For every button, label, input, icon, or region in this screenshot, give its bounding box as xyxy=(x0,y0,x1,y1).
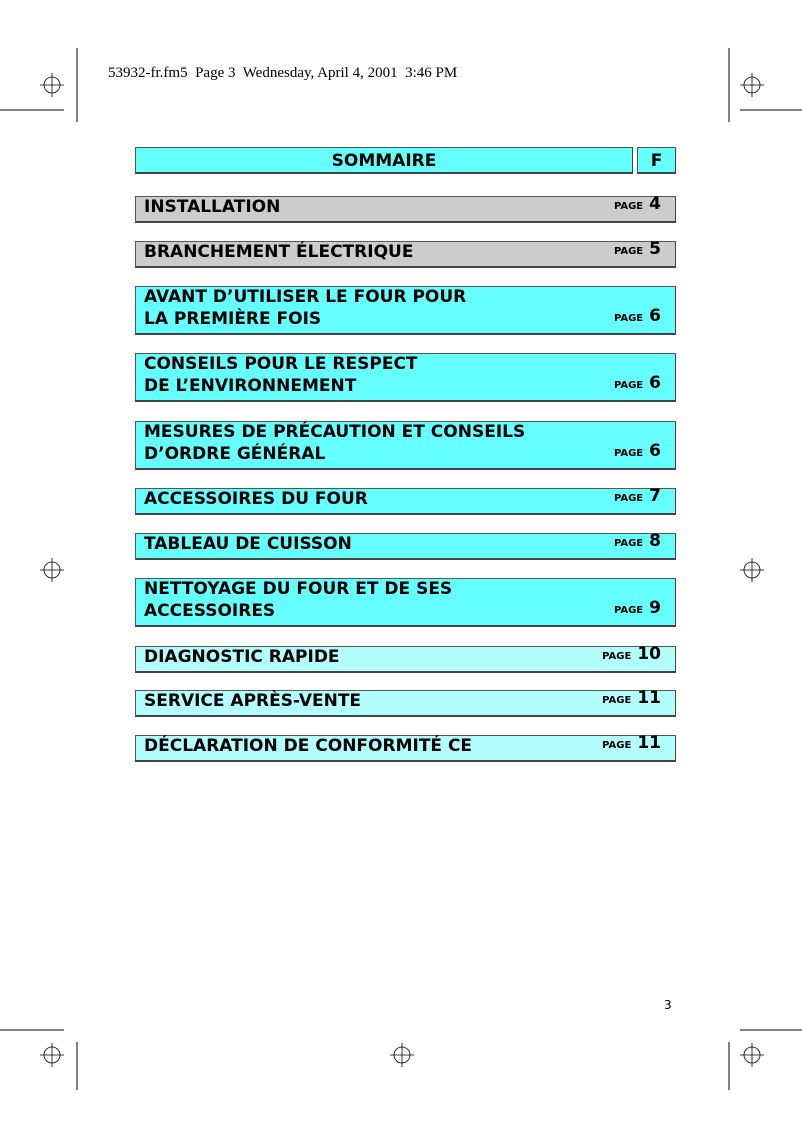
page-word: PAGE xyxy=(613,605,644,616)
toc-entry-page xyxy=(614,305,661,330)
page-ref: 7 xyxy=(649,486,661,506)
page-ref: 11 xyxy=(637,688,661,708)
page-word: PAGE xyxy=(613,313,644,324)
toc-entry-line: NETTOYAGE DU FOUR ET DE SES xyxy=(144,579,453,599)
toc-entry-page xyxy=(614,597,661,622)
registration-mark-icon xyxy=(40,73,64,97)
toc-entry-line: AVANT D’UTILISER LE FOUR POUR xyxy=(144,287,467,307)
toc-entry-label xyxy=(144,286,466,330)
toc-entry-page xyxy=(614,193,661,218)
toc-entry[interactable] xyxy=(135,353,676,402)
toc-entry[interactable] xyxy=(135,690,676,717)
page-ref: 9 xyxy=(649,598,661,618)
toc-entry-label xyxy=(144,646,340,668)
toc-entry-label xyxy=(144,421,525,465)
page-ref: 4 xyxy=(649,194,661,214)
toc-entry-page xyxy=(614,238,661,263)
page-ref: 6 xyxy=(649,373,661,393)
toc-entry[interactable] xyxy=(135,533,676,560)
toc-entry-label xyxy=(144,241,413,263)
registration-mark-icon xyxy=(740,1043,764,1067)
toc-entry-line: MESURES DE PRÉCAUTION ET CONSEILS xyxy=(144,422,526,442)
toc-entry-page xyxy=(614,372,661,397)
page-number: 3 xyxy=(664,998,672,1012)
toc-entry-line: BRANCHEMENT ÉLECTRIQUE xyxy=(144,242,414,262)
toc-entry-line: TABLEAU DE CUISSON xyxy=(144,534,352,554)
toc-entry[interactable] xyxy=(135,735,676,762)
registration-mark-icon xyxy=(740,558,764,582)
toc-entry-line: DIAGNOSTIC RAPIDE xyxy=(144,647,340,667)
toc-entry-line: D’ORDRE GÉNÉRAL xyxy=(144,444,326,464)
page-ref: 11 xyxy=(637,733,661,753)
page-word: PAGE xyxy=(602,695,632,706)
registration-mark-icon xyxy=(40,558,64,582)
page-word: PAGE xyxy=(613,493,644,504)
toc-entry-label xyxy=(144,690,361,712)
toc-entry-line: SERVICE APRÈS-VENTE xyxy=(144,691,362,711)
toc-entry-page xyxy=(602,643,661,668)
toc-entry[interactable] xyxy=(135,196,676,223)
page-ref: 8 xyxy=(649,531,661,551)
page-ref: 5 xyxy=(649,239,661,259)
file-header: 53932-fr.fm5 Page 3 Wednesday, April 4, 2001 3:46 PM xyxy=(108,65,458,81)
page-word: PAGE xyxy=(613,246,644,257)
toc-entry-label xyxy=(144,488,368,510)
toc-entry-label xyxy=(144,533,352,555)
toc-entry-page xyxy=(614,530,661,555)
page-ref: 6 xyxy=(649,441,661,461)
registration-mark-icon xyxy=(740,73,764,97)
page-ref: 10 xyxy=(637,644,661,664)
page-word: PAGE xyxy=(613,201,644,212)
toc-entry-page xyxy=(602,687,661,712)
toc-entry-label xyxy=(144,353,418,397)
toc-entry[interactable] xyxy=(135,421,676,470)
toc-entry[interactable] xyxy=(135,286,676,335)
toc-entry[interactable] xyxy=(135,241,676,268)
toc-entry[interactable] xyxy=(135,646,676,673)
toc-entry-page xyxy=(614,485,661,510)
toc-entry-page xyxy=(614,440,661,465)
page-word: PAGE xyxy=(602,740,632,751)
toc-entry-line: INSTALLATION xyxy=(144,197,281,217)
toc-entry-label xyxy=(144,735,472,757)
toc-entry-label xyxy=(144,578,452,622)
toc-entry-line: LA PREMIÈRE FOIS xyxy=(144,309,322,329)
page-ref: 6 xyxy=(649,306,661,326)
toc-entry-line: DE L’ENVIRONNEMENT xyxy=(144,376,357,396)
toc-entry[interactable] xyxy=(135,488,676,515)
toc-entry-line: CONSEILS POUR LE RESPECT xyxy=(144,354,418,374)
page-word: PAGE xyxy=(613,380,644,391)
registration-mark-icon xyxy=(390,1043,414,1067)
toc-entry-line: ACCESSOIRES DU FOUR xyxy=(144,489,368,509)
toc-title: SOMMAIRE xyxy=(135,147,633,174)
language-badge: F xyxy=(637,147,676,174)
toc-entry-line: ACCESSOIRES xyxy=(144,601,276,621)
toc-entry-line: DÉCLARATION DE CONFORMITÉ CE xyxy=(144,736,473,756)
toc-entry-label xyxy=(144,196,280,218)
page-word: PAGE xyxy=(613,538,644,549)
page-word: PAGE xyxy=(602,651,632,662)
page-word: PAGE xyxy=(613,448,644,459)
registration-mark-icon xyxy=(40,1043,64,1067)
toc-entry[interactable] xyxy=(135,578,676,627)
toc-entry-page xyxy=(602,732,661,757)
